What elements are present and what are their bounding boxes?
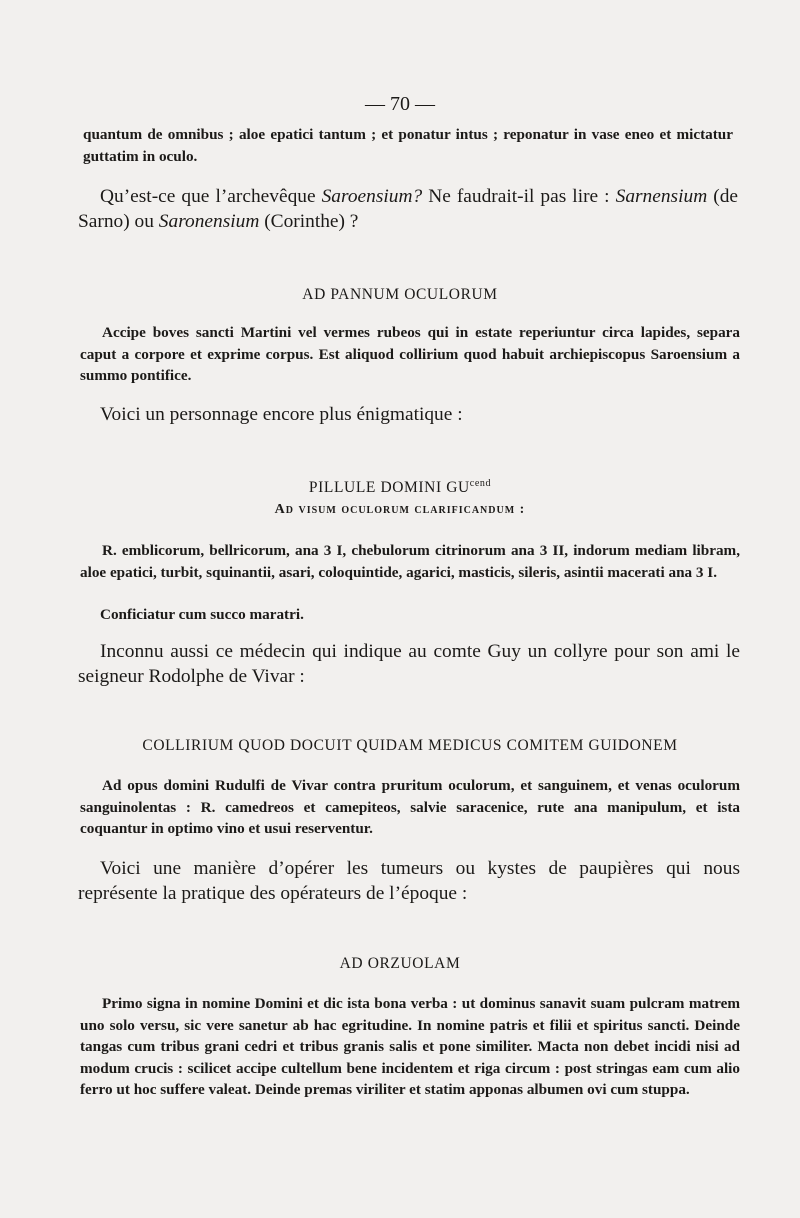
section-heading-1: AD PANNUM OCULORUM: [302, 286, 498, 303]
heading-superscript: cend: [469, 478, 492, 489]
page-number: — 70 —: [365, 93, 435, 115]
section-heading-3: COLLIRIUM QUOD DOCUIT QUIDAM MEDICUS COMITEM GUIDONEM: [142, 737, 678, 754]
french-paragraph-1: [78, 185, 738, 234]
text: (Corinthe) ?: [259, 210, 359, 232]
heading-text: PILLULE DOMINI GU: [308, 479, 470, 497]
italic-term: Sarnensium: [615, 186, 708, 207]
section-subheading-2: Ad visum oculorum clarificandum :: [274, 502, 526, 517]
text: Qu’est-ce que l’archevêque: [100, 186, 322, 207]
latin-paragraph-3: R. emblicorum, bellricorum, ana 3 I, chebulorum citrinorum ana 3 II, indorum mediam libram, aloe epatici, turbit, squinantii, asari, coloquintide, agarici, masticis, sileris, asintii macerati ana 3 I.: [80, 542, 740, 581]
section-heading-2: [150, 478, 650, 497]
latin-paragraph-5: Ad opus domini Rudulfi de Vivar contra pruritum oculorum, et sanguinem, et venas oculorum sanguinolentas : R. camedreos et camepiteos, salvie saracenice, rute ana manipulum, et ista coquantur in optimo vino et usui reserventur.: [80, 777, 740, 837]
latin-paragraph-4: Conficiatur cum succo maratri.: [100, 606, 304, 623]
text: (de Sarno) ou: [78, 186, 739, 232]
french-paragraph-4: Voici une manière d’opérer les tumeurs ou kystes de paupières qui nous représente la pratique des opérateurs de l’époque :: [78, 858, 740, 904]
french-paragraph-3: Inconnu aussi ce médecin qui indique au comte Guy un collyre pour son ami le seigneur Rodolphe de Vivar :: [78, 641, 740, 687]
latin-paragraph-6: Primo signa in nomine Domini et dic ista bona verba : ut dominus sanavit suam pulcram matrem uno solo versu, sic vere sanetur ab hac egritudine. In nomine patris et filii et spiritus sancti. Deinde tangas cum tribus grani cedri et tribus granis salis et pone similiter. Macta non debet incidi nisi ad modum crucis : scilicet accipe cultellum bene incidentem et riga circum : post stringas eam cum alio ferro ut hoc suffere valeat. Deinde premas viriliter et statim apponas albumen ovi cum stuppa.: [80, 995, 740, 1098]
latin-paragraph-1: quantum de omnibus ; aloe epatici tantum ; et ponatur intus ; reponatur in vase eneo et mictatur guttatim in oculo.: [83, 126, 733, 165]
text: Ne faudrait-il pas lire :: [422, 186, 616, 207]
section-heading-4: AD ORZUOLAM: [339, 955, 461, 972]
latin-paragraph-2: Accipe boves sancti Martini vel vermes rubeos qui in estate reperiuntur circa lapides, separa caput a corpore et exprime corpus. Est aliquod collirium quod habuit archiepiscopus Saroensium a summo pontifice.: [80, 324, 740, 384]
italic-term: Saronensium: [158, 210, 260, 232]
italic-term: Saroensium?: [321, 186, 423, 207]
french-paragraph-2: Voici un personnage encore plus énigmatique :: [100, 404, 463, 425]
